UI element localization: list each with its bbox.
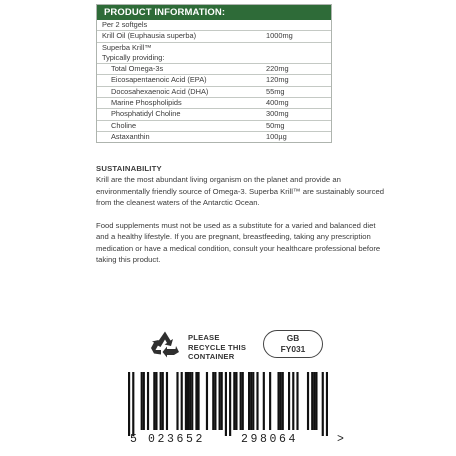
barcode-bar <box>240 372 242 430</box>
recycling-notice <box>150 330 260 364</box>
barcode-bar <box>206 372 208 430</box>
barcode-bar <box>176 372 178 430</box>
nutrient-name: Krill Oil (Euphausia superba) <box>102 31 197 41</box>
barcode-bar <box>269 372 271 430</box>
nutrient-name: Eicosapentaenoic Acid (EPA) <box>111 75 207 85</box>
barcode-bar <box>235 372 237 430</box>
nutrient-row <box>97 75 331 86</box>
recycle-line: CONTAINER <box>188 352 235 362</box>
barcode-bar <box>296 372 298 430</box>
nutrient-value: 100µg <box>266 131 287 141</box>
nutrient-name: Typically providing: <box>102 52 165 62</box>
nutrient-value: 50mg <box>266 120 285 130</box>
sustainability-heading: SUSTAINABILITY <box>96 164 162 173</box>
nutrient-row <box>97 31 331 42</box>
barcode-bar <box>307 372 309 430</box>
barcode-bar <box>263 372 265 430</box>
nutrient-value: 1000mg <box>266 31 293 41</box>
barcode-bar <box>282 372 284 430</box>
nutrient-name: Phosphatidyl Choline <box>111 109 181 119</box>
sustainability-section <box>96 163 386 208</box>
barcode-left-digits: 023652 <box>148 433 206 446</box>
nutrient-row <box>97 64 331 75</box>
barcode-bar <box>233 372 235 430</box>
barcode-bar <box>292 372 294 430</box>
nutrient-value: 400mg <box>266 98 289 108</box>
barcode-bar <box>141 372 143 430</box>
nutrient-row <box>97 53 331 64</box>
nutrient-value <box>266 53 326 63</box>
barcode-bar <box>225 372 227 436</box>
barcode-bar <box>221 372 223 430</box>
nutrient-value: 120mg <box>266 75 289 85</box>
barcode-bar <box>315 372 317 430</box>
barcode-bar <box>277 372 279 430</box>
barcode-bar <box>250 372 252 430</box>
barcode-bar <box>160 372 162 430</box>
barcode-bar <box>252 372 254 430</box>
barcode-bar <box>212 372 214 430</box>
barcode-bar <box>322 372 324 436</box>
barcode-bar <box>248 372 250 430</box>
barcode-bar <box>166 372 168 430</box>
pack-code-line: FY031 <box>280 344 306 354</box>
product-information-heading: PRODUCT INFORMATION: <box>97 5 331 20</box>
nutrient-value <box>266 43 326 53</box>
recycle-icon <box>150 330 180 358</box>
nutrient-name: Astaxanthin <box>111 131 150 141</box>
barcode-bar <box>313 372 315 430</box>
barcode-bar <box>185 372 187 430</box>
nutrient-name: Superba Krill™ <box>102 42 152 52</box>
recycle-label <box>188 333 246 362</box>
nutrient-name: Total Omega-3s <box>111 64 164 74</box>
barcode-bar <box>288 372 290 430</box>
recycle-line: RECYCLE THIS <box>188 342 247 352</box>
barcode-bar <box>187 372 189 430</box>
pack-code-badge <box>263 330 323 358</box>
nutrient-value: 300mg <box>266 109 289 119</box>
barcode-right-digits: 298064 <box>241 433 299 446</box>
nutrient-value: 55mg <box>266 86 285 96</box>
sustainability-text: Krill are the most abundant living organism on the planet and provide an environmentally friendly source of Omega-3. Superba Krill™ are sustainably sourced from the cleanest waters of the Antarctic Ocean. <box>96 175 384 207</box>
barcode-bar <box>214 372 216 430</box>
barcode-bar <box>195 372 197 430</box>
barcode-bar <box>219 372 221 430</box>
nutrient-row <box>97 121 331 132</box>
serving-size-row <box>97 20 331 31</box>
barcode-bar <box>256 372 258 430</box>
advisory-section <box>96 220 386 265</box>
product-information-table <box>96 4 332 143</box>
nutrient-row <box>97 109 331 120</box>
barcode-bar <box>162 372 164 430</box>
barcode-bar <box>242 372 244 430</box>
nutrient-row <box>97 87 331 98</box>
nutrient-name: Marine Phospholipids <box>111 98 182 108</box>
barcode-bar <box>280 372 282 430</box>
barcode-bar <box>143 372 145 430</box>
barcode-bar <box>147 372 149 430</box>
barcode-first-digit: 5 <box>130 433 137 446</box>
barcode-end-mark: > <box>337 433 344 446</box>
barcode-bar <box>191 372 193 430</box>
barcode-bar <box>181 372 183 430</box>
barcode-bar <box>311 372 313 430</box>
nutrient-row <box>97 132 331 142</box>
nutrient-value: 220mg <box>266 64 289 74</box>
advisory-text: Food supplements must not be used as a substitute for a varied and balanced diet and a healthy lifestyle. If you are pregnant, breastfeeding, taking any prescription medication or have a medical condition, consult your healthcare professional before taking this product. <box>96 221 381 264</box>
barcode-bar <box>155 372 157 430</box>
nutrient-name: Docosahexaenoic Acid (DHA) <box>111 86 209 96</box>
barcode <box>128 372 328 436</box>
barcode-bar <box>189 372 191 430</box>
barcode-bar <box>326 372 328 436</box>
pack-code-line: GB <box>286 333 300 343</box>
nutrient-row <box>97 43 331 53</box>
recycle-line: PLEASE <box>188 333 220 342</box>
barcode-bar <box>128 372 130 436</box>
barcode-bar <box>197 372 199 430</box>
serving-size-label: Per 2 softgels <box>102 20 148 29</box>
barcode-bar <box>153 372 155 430</box>
nutrient-name: Choline <box>111 120 137 130</box>
barcode-bar <box>229 372 231 436</box>
barcode-bar <box>132 372 134 436</box>
nutrient-row <box>97 98 331 109</box>
